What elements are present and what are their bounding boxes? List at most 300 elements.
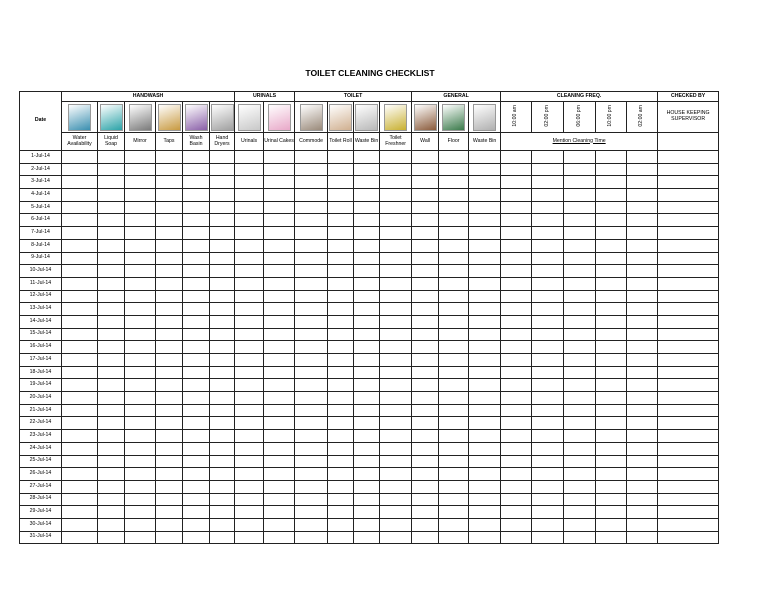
check-cell[interactable] [295, 366, 328, 379]
check-cell[interactable] [295, 442, 328, 455]
check-cell[interactable] [380, 442, 412, 455]
check-cell[interactable] [439, 480, 469, 493]
check-cell[interactable] [328, 201, 354, 214]
check-cell[interactable] [501, 379, 532, 392]
check-cell[interactable] [62, 328, 98, 341]
check-cell[interactable] [183, 201, 210, 214]
check-cell[interactable] [412, 176, 439, 189]
check-cell[interactable] [596, 442, 627, 455]
check-cell[interactable] [380, 341, 412, 354]
check-cell[interactable] [62, 493, 98, 506]
check-cell[interactable] [295, 480, 328, 493]
check-cell[interactable] [412, 366, 439, 379]
check-cell[interactable] [98, 379, 125, 392]
check-cell[interactable] [98, 328, 125, 341]
check-cell[interactable] [627, 531, 658, 544]
check-cell[interactable] [596, 518, 627, 531]
check-cell[interactable] [328, 151, 354, 164]
check-cell[interactable] [264, 455, 295, 468]
check-cell[interactable] [210, 379, 235, 392]
check-cell[interactable] [354, 455, 380, 468]
check-cell[interactable] [328, 265, 354, 278]
check-cell[interactable] [264, 518, 295, 531]
check-cell[interactable] [412, 531, 439, 544]
check-cell[interactable] [501, 227, 532, 240]
check-cell[interactable] [125, 366, 156, 379]
check-cell[interactable] [564, 151, 596, 164]
check-cell[interactable] [354, 163, 380, 176]
check-cell[interactable] [210, 468, 235, 481]
check-cell[interactable] [156, 214, 183, 227]
check-cell[interactable] [501, 265, 532, 278]
check-cell[interactable] [469, 404, 501, 417]
check-cell[interactable] [412, 227, 439, 240]
check-cell[interactable] [412, 201, 439, 214]
check-cell[interactable] [658, 290, 719, 303]
check-cell[interactable] [532, 163, 564, 176]
check-cell[interactable] [125, 227, 156, 240]
check-cell[interactable] [469, 366, 501, 379]
check-cell[interactable] [627, 468, 658, 481]
check-cell[interactable] [264, 277, 295, 290]
check-cell[interactable] [596, 493, 627, 506]
check-cell[interactable] [501, 392, 532, 405]
check-cell[interactable] [210, 417, 235, 430]
check-cell[interactable] [380, 430, 412, 443]
check-cell[interactable] [235, 303, 264, 316]
check-cell[interactable] [564, 201, 596, 214]
check-cell[interactable] [564, 328, 596, 341]
check-cell[interactable] [627, 480, 658, 493]
check-cell[interactable] [156, 506, 183, 519]
check-cell[interactable] [183, 518, 210, 531]
check-cell[interactable] [125, 379, 156, 392]
check-cell[interactable] [125, 417, 156, 430]
check-cell[interactable] [235, 151, 264, 164]
check-cell[interactable] [532, 506, 564, 519]
check-cell[interactable] [564, 303, 596, 316]
check-cell[interactable] [183, 354, 210, 367]
check-cell[interactable] [235, 417, 264, 430]
check-cell[interactable] [532, 341, 564, 354]
check-cell[interactable] [295, 531, 328, 544]
check-cell[interactable] [627, 518, 658, 531]
check-cell[interactable] [439, 201, 469, 214]
check-cell[interactable] [354, 265, 380, 278]
check-cell[interactable] [501, 531, 532, 544]
check-cell[interactable] [264, 392, 295, 405]
check-cell[interactable] [412, 290, 439, 303]
check-cell[interactable] [210, 404, 235, 417]
check-cell[interactable] [501, 366, 532, 379]
check-cell[interactable] [627, 265, 658, 278]
check-cell[interactable] [183, 392, 210, 405]
check-cell[interactable] [380, 531, 412, 544]
check-cell[interactable] [235, 531, 264, 544]
check-cell[interactable] [596, 328, 627, 341]
check-cell[interactable] [596, 506, 627, 519]
check-cell[interactable] [627, 315, 658, 328]
check-cell[interactable] [235, 265, 264, 278]
check-cell[interactable] [658, 480, 719, 493]
check-cell[interactable] [156, 480, 183, 493]
check-cell[interactable] [62, 366, 98, 379]
check-cell[interactable] [564, 468, 596, 481]
check-cell[interactable] [354, 442, 380, 455]
check-cell[interactable] [295, 455, 328, 468]
check-cell[interactable] [627, 163, 658, 176]
check-cell[interactable] [380, 518, 412, 531]
check-cell[interactable] [210, 227, 235, 240]
check-cell[interactable] [125, 430, 156, 443]
check-cell[interactable] [469, 201, 501, 214]
check-cell[interactable] [532, 239, 564, 252]
check-cell[interactable] [564, 189, 596, 202]
check-cell[interactable] [210, 392, 235, 405]
check-cell[interactable] [469, 417, 501, 430]
check-cell[interactable] [380, 493, 412, 506]
check-cell[interactable] [501, 214, 532, 227]
check-cell[interactable] [469, 506, 501, 519]
check-cell[interactable] [412, 455, 439, 468]
check-cell[interactable] [125, 277, 156, 290]
check-cell[interactable] [439, 493, 469, 506]
check-cell[interactable] [125, 176, 156, 189]
check-cell[interactable] [264, 468, 295, 481]
check-cell[interactable] [380, 290, 412, 303]
check-cell[interactable] [210, 455, 235, 468]
check-cell[interactable] [627, 201, 658, 214]
check-cell[interactable] [328, 404, 354, 417]
check-cell[interactable] [210, 290, 235, 303]
check-cell[interactable] [62, 227, 98, 240]
check-cell[interactable] [564, 417, 596, 430]
check-cell[interactable] [328, 354, 354, 367]
check-cell[interactable] [183, 379, 210, 392]
check-cell[interactable] [412, 328, 439, 341]
check-cell[interactable] [183, 303, 210, 316]
check-cell[interactable] [627, 392, 658, 405]
check-cell[interactable] [532, 176, 564, 189]
check-cell[interactable] [380, 189, 412, 202]
check-cell[interactable] [98, 493, 125, 506]
check-cell[interactable] [564, 518, 596, 531]
check-cell[interactable] [295, 328, 328, 341]
check-cell[interactable] [328, 392, 354, 405]
check-cell[interactable] [412, 430, 439, 443]
check-cell[interactable] [469, 531, 501, 544]
check-cell[interactable] [501, 518, 532, 531]
check-cell[interactable] [501, 442, 532, 455]
check-cell[interactable] [564, 366, 596, 379]
check-cell[interactable] [627, 189, 658, 202]
check-cell[interactable] [183, 163, 210, 176]
check-cell[interactable] [125, 214, 156, 227]
check-cell[interactable] [596, 354, 627, 367]
check-cell[interactable] [532, 480, 564, 493]
check-cell[interactable] [439, 354, 469, 367]
check-cell[interactable] [264, 151, 295, 164]
check-cell[interactable] [380, 392, 412, 405]
check-cell[interactable] [210, 341, 235, 354]
check-cell[interactable] [295, 163, 328, 176]
check-cell[interactable] [439, 379, 469, 392]
check-cell[interactable] [596, 214, 627, 227]
check-cell[interactable] [235, 354, 264, 367]
check-cell[interactable] [532, 290, 564, 303]
check-cell[interactable] [156, 341, 183, 354]
check-cell[interactable] [658, 227, 719, 240]
check-cell[interactable] [439, 392, 469, 405]
check-cell[interactable] [658, 455, 719, 468]
check-cell[interactable] [62, 518, 98, 531]
check-cell[interactable] [328, 214, 354, 227]
check-cell[interactable] [412, 239, 439, 252]
check-cell[interactable] [295, 430, 328, 443]
check-cell[interactable] [125, 328, 156, 341]
check-cell[interactable] [439, 404, 469, 417]
check-cell[interactable] [125, 506, 156, 519]
check-cell[interactable] [210, 303, 235, 316]
check-cell[interactable] [412, 379, 439, 392]
check-cell[interactable] [658, 404, 719, 417]
check-cell[interactable] [156, 239, 183, 252]
check-cell[interactable] [264, 201, 295, 214]
check-cell[interactable] [627, 379, 658, 392]
check-cell[interactable] [264, 189, 295, 202]
check-cell[interactable] [380, 417, 412, 430]
check-cell[interactable] [658, 366, 719, 379]
check-cell[interactable] [658, 328, 719, 341]
check-cell[interactable] [235, 176, 264, 189]
check-cell[interactable] [210, 252, 235, 265]
check-cell[interactable] [380, 303, 412, 316]
check-cell[interactable] [658, 442, 719, 455]
check-cell[interactable] [532, 328, 564, 341]
check-cell[interactable] [354, 404, 380, 417]
check-cell[interactable] [439, 214, 469, 227]
check-cell[interactable] [295, 277, 328, 290]
check-cell[interactable] [627, 341, 658, 354]
check-cell[interactable] [380, 328, 412, 341]
check-cell[interactable] [98, 214, 125, 227]
check-cell[interactable] [627, 214, 658, 227]
check-cell[interactable] [264, 227, 295, 240]
check-cell[interactable] [264, 480, 295, 493]
check-cell[interactable] [264, 493, 295, 506]
check-cell[interactable] [98, 480, 125, 493]
check-cell[interactable] [295, 506, 328, 519]
check-cell[interactable] [380, 163, 412, 176]
check-cell[interactable] [328, 277, 354, 290]
check-cell[interactable] [264, 366, 295, 379]
check-cell[interactable] [439, 227, 469, 240]
check-cell[interactable] [469, 442, 501, 455]
check-cell[interactable] [380, 214, 412, 227]
check-cell[interactable] [156, 201, 183, 214]
check-cell[interactable] [439, 303, 469, 316]
check-cell[interactable] [156, 455, 183, 468]
check-cell[interactable] [354, 379, 380, 392]
check-cell[interactable] [354, 290, 380, 303]
check-cell[interactable] [658, 430, 719, 443]
check-cell[interactable] [532, 315, 564, 328]
check-cell[interactable] [62, 163, 98, 176]
check-cell[interactable] [469, 163, 501, 176]
check-cell[interactable] [125, 354, 156, 367]
check-cell[interactable] [156, 290, 183, 303]
check-cell[interactable] [183, 404, 210, 417]
check-cell[interactable] [658, 239, 719, 252]
check-cell[interactable] [156, 265, 183, 278]
check-cell[interactable] [439, 531, 469, 544]
check-cell[interactable] [156, 354, 183, 367]
check-cell[interactable] [380, 227, 412, 240]
check-cell[interactable] [627, 176, 658, 189]
check-cell[interactable] [156, 176, 183, 189]
check-cell[interactable] [501, 189, 532, 202]
check-cell[interactable] [156, 442, 183, 455]
check-cell[interactable] [439, 442, 469, 455]
check-cell[interactable] [156, 531, 183, 544]
check-cell[interactable] [98, 354, 125, 367]
check-cell[interactable] [328, 328, 354, 341]
check-cell[interactable] [62, 468, 98, 481]
check-cell[interactable] [156, 151, 183, 164]
check-cell[interactable] [501, 493, 532, 506]
check-cell[interactable] [439, 315, 469, 328]
check-cell[interactable] [658, 417, 719, 430]
check-cell[interactable] [183, 239, 210, 252]
check-cell[interactable] [264, 379, 295, 392]
check-cell[interactable] [62, 442, 98, 455]
check-cell[interactable] [62, 265, 98, 278]
check-cell[interactable] [380, 252, 412, 265]
check-cell[interactable] [380, 366, 412, 379]
check-cell[interactable] [501, 201, 532, 214]
check-cell[interactable] [596, 392, 627, 405]
check-cell[interactable] [156, 430, 183, 443]
check-cell[interactable] [62, 531, 98, 544]
check-cell[interactable] [532, 227, 564, 240]
check-cell[interactable] [210, 315, 235, 328]
check-cell[interactable] [627, 417, 658, 430]
check-cell[interactable] [235, 379, 264, 392]
check-cell[interactable] [295, 315, 328, 328]
check-cell[interactable] [564, 163, 596, 176]
check-cell[interactable] [295, 214, 328, 227]
check-cell[interactable] [412, 493, 439, 506]
check-cell[interactable] [658, 252, 719, 265]
check-cell[interactable] [210, 189, 235, 202]
check-cell[interactable] [62, 417, 98, 430]
check-cell[interactable] [210, 518, 235, 531]
check-cell[interactable] [156, 328, 183, 341]
check-cell[interactable] [469, 214, 501, 227]
check-cell[interactable] [469, 189, 501, 202]
check-cell[interactable] [380, 239, 412, 252]
check-cell[interactable] [658, 303, 719, 316]
check-cell[interactable] [469, 265, 501, 278]
check-cell[interactable] [627, 430, 658, 443]
check-cell[interactable] [380, 315, 412, 328]
check-cell[interactable] [354, 354, 380, 367]
check-cell[interactable] [501, 354, 532, 367]
check-cell[interactable] [183, 417, 210, 430]
check-cell[interactable] [627, 455, 658, 468]
check-cell[interactable] [564, 442, 596, 455]
check-cell[interactable] [235, 315, 264, 328]
check-cell[interactable] [235, 189, 264, 202]
check-cell[interactable] [439, 430, 469, 443]
check-cell[interactable] [627, 366, 658, 379]
check-cell[interactable] [469, 341, 501, 354]
check-cell[interactable] [328, 531, 354, 544]
check-cell[interactable] [210, 354, 235, 367]
check-cell[interactable] [295, 379, 328, 392]
check-cell[interactable] [564, 252, 596, 265]
check-cell[interactable] [98, 315, 125, 328]
check-cell[interactable] [380, 455, 412, 468]
check-cell[interactable] [354, 493, 380, 506]
check-cell[interactable] [596, 417, 627, 430]
check-cell[interactable] [501, 417, 532, 430]
check-cell[interactable] [532, 455, 564, 468]
check-cell[interactable] [564, 379, 596, 392]
check-cell[interactable] [183, 176, 210, 189]
check-cell[interactable] [412, 506, 439, 519]
check-cell[interactable] [235, 366, 264, 379]
check-cell[interactable] [439, 518, 469, 531]
check-cell[interactable] [295, 265, 328, 278]
check-cell[interactable] [412, 392, 439, 405]
check-cell[interactable] [264, 328, 295, 341]
check-cell[interactable] [564, 493, 596, 506]
check-cell[interactable] [98, 366, 125, 379]
check-cell[interactable] [210, 239, 235, 252]
check-cell[interactable] [469, 315, 501, 328]
check-cell[interactable] [156, 189, 183, 202]
check-cell[interactable] [658, 531, 719, 544]
check-cell[interactable] [596, 531, 627, 544]
check-cell[interactable] [62, 277, 98, 290]
check-cell[interactable] [62, 176, 98, 189]
check-cell[interactable] [627, 493, 658, 506]
check-cell[interactable] [62, 290, 98, 303]
check-cell[interactable] [328, 455, 354, 468]
check-cell[interactable] [98, 518, 125, 531]
check-cell[interactable] [412, 303, 439, 316]
check-cell[interactable] [62, 201, 98, 214]
check-cell[interactable] [439, 239, 469, 252]
check-cell[interactable] [156, 315, 183, 328]
check-cell[interactable] [328, 506, 354, 519]
check-cell[interactable] [210, 506, 235, 519]
check-cell[interactable] [328, 303, 354, 316]
check-cell[interactable] [564, 430, 596, 443]
check-cell[interactable] [98, 163, 125, 176]
check-cell[interactable] [156, 303, 183, 316]
check-cell[interactable] [627, 227, 658, 240]
check-cell[interactable] [295, 404, 328, 417]
check-cell[interactable] [235, 468, 264, 481]
check-cell[interactable] [564, 214, 596, 227]
check-cell[interactable] [354, 176, 380, 189]
check-cell[interactable] [264, 303, 295, 316]
check-cell[interactable] [354, 468, 380, 481]
check-cell[interactable] [295, 468, 328, 481]
check-cell[interactable] [412, 189, 439, 202]
